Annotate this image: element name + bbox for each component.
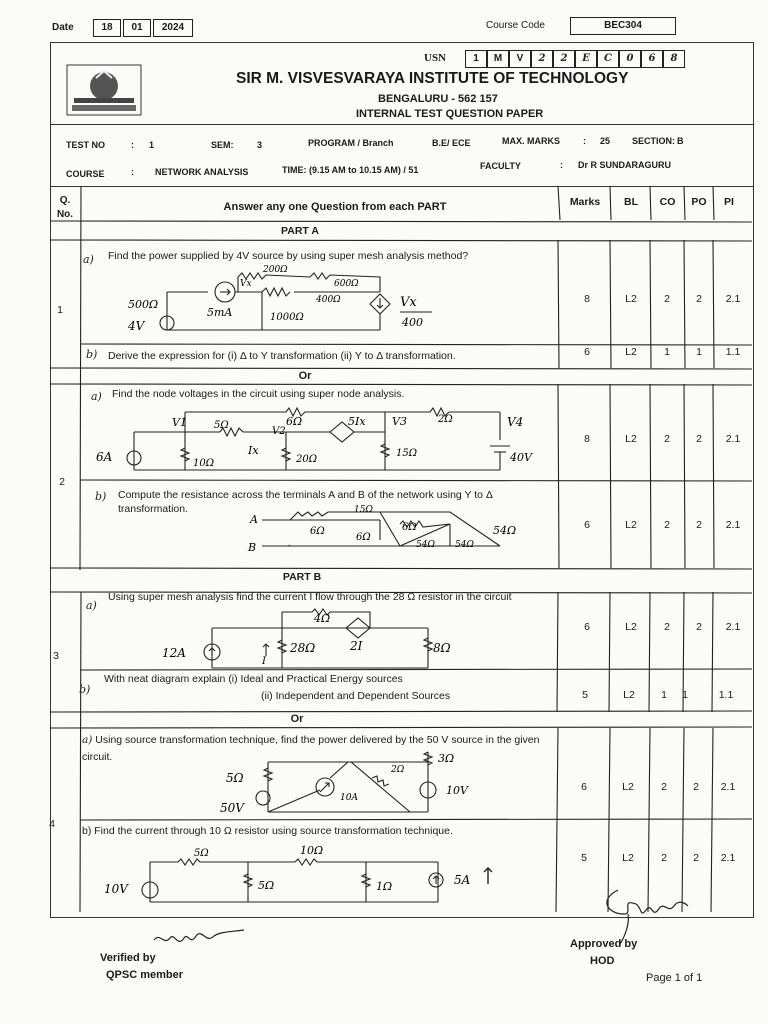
- date-day: 18: [93, 19, 121, 37]
- label-10ohm: 10Ω: [300, 844, 324, 857]
- approved-by: Approved by: [570, 938, 638, 950]
- signature-verifier: [150, 926, 250, 950]
- bl: L2: [625, 519, 637, 531]
- label-1000ohm: 1000Ω: [270, 312, 304, 323]
- label-28ohm: 28Ω: [290, 641, 316, 655]
- max-marks: 25: [600, 136, 611, 146]
- po: 2: [696, 621, 702, 633]
- question-text: Find the power supplied by 4V source by using super mesh analysis method?: [108, 250, 469, 262]
- marks-header: Marks: [569, 196, 601, 208]
- label-15ohm: 15Ω: [354, 505, 373, 515]
- pi: 2.1: [725, 293, 741, 305]
- date-label: Date: [52, 22, 74, 33]
- time: TIME: (9.15 AM to 10.15 AM) / 51: [282, 165, 419, 175]
- label-4ohm: 4Ω: [314, 612, 331, 625]
- marks: 6: [584, 519, 590, 531]
- question-number: 2: [59, 476, 65, 488]
- po: 1: [682, 689, 688, 701]
- label-10v: 10V: [446, 784, 468, 797]
- po-header: PO: [691, 196, 707, 208]
- question-text-2: (ii) Independent and Dependent Sources: [261, 690, 451, 702]
- po: 2: [696, 433, 702, 445]
- label-i: I: [262, 656, 266, 667]
- sub-label: b): [79, 683, 91, 696]
- label-2ohm: 2Ω: [438, 414, 453, 425]
- qpsc-member: QPSC member: [106, 969, 184, 981]
- label-v3: V3: [392, 415, 407, 428]
- usn-char: 1: [465, 50, 487, 68]
- marks: 8: [584, 293, 590, 305]
- question-text: Compute the resistance across the terminals A and B of the network using Y to Δ transformation.: [118, 489, 493, 515]
- label-5ohm: 5Ω: [226, 771, 244, 785]
- pi: 1.1: [725, 346, 741, 358]
- date-year: 2024: [153, 19, 193, 37]
- pi: 2.1: [720, 852, 736, 864]
- section-label: SECTION:: [632, 136, 676, 146]
- question-text: Using super mesh analysis find the current I flow through the 28 Ω resistor in the circuit: [108, 591, 512, 603]
- po: 1: [696, 346, 702, 358]
- bl: L2: [625, 346, 637, 358]
- label-5a: 5A: [454, 873, 471, 887]
- pi: 2.1: [720, 781, 736, 793]
- usn-char: C: [597, 50, 619, 68]
- label-6ohm-2: 6Ω: [356, 532, 371, 543]
- part-a-heading: PART A: [281, 225, 319, 237]
- sub-label: b): [82, 825, 92, 837]
- label-54ohm-3: 54Ω: [493, 524, 517, 537]
- sub-label: b): [86, 348, 98, 361]
- sub-label: a): [83, 253, 94, 266]
- usn-char: 2: [531, 50, 553, 68]
- paper-title: INTERNAL TEST QUESTION PAPER: [356, 108, 544, 120]
- co-header: CO: [659, 196, 676, 208]
- marks: 5: [581, 852, 587, 864]
- co: 2: [664, 621, 670, 633]
- sub-label: a): [86, 599, 97, 612]
- co: 2: [661, 852, 667, 864]
- course: NETWORK ANALYSIS: [155, 167, 249, 177]
- colon: :: [583, 136, 586, 146]
- marks: 6: [581, 781, 587, 793]
- po: 2: [696, 519, 702, 531]
- course-code: BEC304: [570, 17, 676, 35]
- label-6ohm: 6Ω: [310, 526, 325, 537]
- po: 2: [696, 293, 702, 305]
- label-5ohm: 5Ω: [214, 420, 229, 431]
- label-5ma: 5mA: [207, 306, 233, 319]
- pi: 2.1: [725, 433, 741, 445]
- usn-label: USN: [424, 52, 447, 64]
- label-15ohm: 15Ω: [396, 448, 418, 459]
- label-400: 400: [402, 316, 423, 329]
- label-600ohm: 600Ω: [334, 279, 359, 289]
- or-label: Or: [298, 370, 312, 382]
- bl: L2: [622, 852, 634, 864]
- faculty: Dr R SUNDARAGURU: [578, 160, 672, 170]
- question-number: 3: [53, 650, 59, 662]
- terminal-a: A: [250, 513, 258, 526]
- question-text: Find the current through 10 Ω resistor using source transformation technique.: [94, 825, 453, 837]
- test-no: 1: [149, 140, 155, 150]
- pi-header: PI: [724, 196, 734, 208]
- label-v2: V2: [272, 426, 286, 437]
- institute-city: BENGALURU - 562 157: [378, 93, 498, 105]
- po: 2: [693, 781, 699, 793]
- label-v4: V4: [507, 415, 524, 429]
- hod-label: HOD: [590, 955, 615, 967]
- question-number: 1: [57, 304, 63, 316]
- label-20ohm: 20Ω: [296, 454, 318, 465]
- or-label: Or: [290, 713, 304, 725]
- label-v1: V1: [172, 416, 187, 429]
- institute-name: SIR M. VISVESVARAYA INSTITUTE OF TECHNOLOGY: [236, 70, 629, 87]
- co: 1: [661, 689, 667, 701]
- sem-label: SEM:: [211, 140, 234, 150]
- usn-char: V: [509, 50, 531, 68]
- label-54ohm-2: 54Ω: [455, 540, 474, 550]
- bl: L2: [625, 621, 637, 633]
- label-200ohm: 200Ω: [263, 265, 288, 275]
- bl-header: BL: [624, 196, 638, 208]
- co: 2: [664, 433, 670, 445]
- question-text: Derive the expression for (i) Δ to Y transformation (ii) Y to Δ transformation.: [108, 350, 456, 362]
- course-label: COURSE: [66, 169, 105, 179]
- terminal-b: B: [248, 541, 257, 554]
- page-number: Page 1 of 1: [646, 972, 703, 984]
- usn-char: E: [575, 50, 597, 68]
- co: 2: [661, 781, 667, 793]
- label-54ohm: 54Ω: [416, 540, 435, 550]
- bl: L2: [625, 433, 637, 445]
- marks: 5: [582, 689, 588, 701]
- label-vx-source: Vx: [400, 295, 417, 310]
- question-text: Using source transformation technique, find the power delivered by the 50 V source in the given circuit.: [82, 734, 540, 763]
- label-6ohm: 6Ω: [286, 415, 303, 428]
- usn-char: 0: [619, 50, 641, 68]
- question-text: Find the node voltages in the circuit using super node analysis.: [112, 388, 405, 400]
- label-400ohm: 400Ω: [316, 295, 341, 305]
- label-ix: Ix: [248, 444, 259, 457]
- usn-char: M: [487, 50, 509, 68]
- co: 1: [664, 346, 670, 358]
- pi: 2.1: [725, 519, 741, 531]
- usn-char: 6: [641, 50, 663, 68]
- marks: 6: [584, 621, 590, 633]
- colon: :: [131, 140, 134, 150]
- label-5ix: 5Ix: [348, 415, 366, 428]
- label-40v: 40V: [510, 451, 532, 464]
- label-6a: 6A: [96, 450, 113, 464]
- bl: L2: [625, 293, 637, 305]
- label-10ohm: 10Ω: [193, 458, 215, 469]
- sub-label: a): [82, 734, 93, 746]
- label-4v: 4V: [128, 319, 145, 333]
- co: 2: [664, 293, 670, 305]
- program-label: PROGRAM / Branch: [308, 138, 394, 148]
- colon: :: [131, 167, 134, 177]
- bl: L2: [622, 781, 634, 793]
- label-500ohm: 500Ω: [128, 298, 159, 311]
- label-5ohm-2: 5Ω: [258, 879, 275, 892]
- program: B.E/ ECE: [432, 138, 471, 148]
- colon: :: [560, 160, 563, 170]
- label-12a: 12A: [162, 646, 186, 660]
- label-6ohm-3: 6Ω: [402, 522, 417, 533]
- question-text: With neat diagram explain (i) Ideal and Practical Energy sources: [104, 673, 403, 685]
- course-code-label: Course Code: [486, 20, 545, 31]
- label-10a: 10A: [340, 793, 358, 803]
- label-2ohm: 2Ω: [391, 765, 405, 775]
- pi: 1.1: [718, 689, 734, 701]
- bl: L2: [623, 689, 635, 701]
- sub-label: a): [91, 390, 102, 403]
- date-month: 01: [123, 19, 151, 37]
- marks: 6: [584, 346, 590, 358]
- marks: 8: [584, 433, 590, 445]
- max-marks-label: MAX. MARKS: [502, 136, 560, 146]
- label-2i: 2I: [350, 639, 363, 653]
- usn-char: 2: [553, 50, 575, 68]
- sem: 3: [257, 140, 263, 150]
- instruction-header: Answer any one Question from each PART: [223, 201, 447, 213]
- usn-char: 8: [663, 50, 685, 68]
- po: 2: [693, 852, 699, 864]
- label-3ohm: 3Ω: [438, 752, 455, 765]
- co: 2: [664, 519, 670, 531]
- part-b-heading: PART B: [282, 571, 322, 583]
- sub-label: b): [95, 490, 107, 503]
- label-10v: 10V: [104, 882, 128, 896]
- qno-header: Q. No.: [56, 195, 74, 220]
- test-no-label: TEST NO: [66, 140, 106, 150]
- label-8ohm: 8Ω: [433, 641, 451, 655]
- section: B: [677, 136, 684, 146]
- verified-by: Verified by: [100, 952, 156, 964]
- label-5ohm: 5Ω: [194, 848, 209, 859]
- label-vx: Vx: [240, 279, 252, 289]
- pi: 2.1: [725, 621, 741, 633]
- label-1ohm: 1Ω: [376, 880, 393, 893]
- label-50v: 50V: [220, 801, 244, 815]
- faculty-label: FACULTY: [480, 161, 521, 171]
- question-number: 4: [49, 818, 55, 830]
